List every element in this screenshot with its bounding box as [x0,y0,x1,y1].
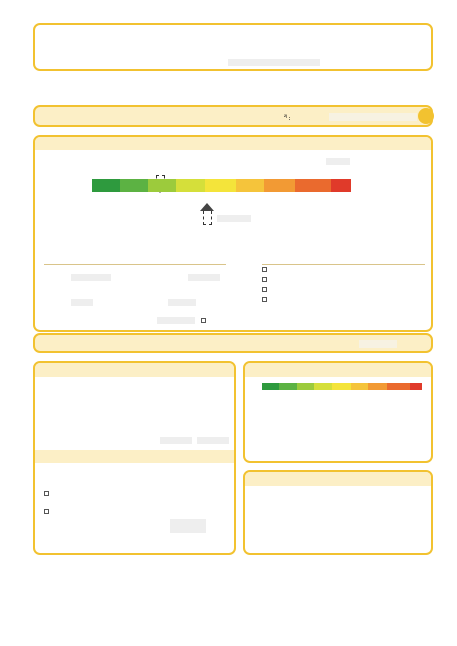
summer-checkbox[interactable] [201,318,206,323]
method-checkbox[interactable] [262,287,267,292]
savings-detail-1-field[interactable] [170,519,206,526]
scale-class-b [148,179,176,192]
comparison-ticks [262,391,422,396]
comparison-box [243,361,433,463]
explanation-box [243,470,433,555]
method-checkbox[interactable] [262,277,267,282]
scale-class-h [410,383,422,390]
scale-class-g [295,179,332,192]
final-energy-field[interactable] [359,340,397,348]
scale-class-e [236,179,264,192]
method-option[interactable] [262,287,270,292]
sum-fulfil-field[interactable] [197,437,229,444]
primary-energy-field[interactable] [217,215,251,222]
section-bar [33,105,433,127]
comparison-scale [262,383,422,390]
registration-field[interactable] [329,113,417,121]
primary-energy-pointer [203,211,212,225]
renewables-heading-band [35,363,234,377]
sum-share-field[interactable] [160,437,192,444]
method-option[interactable] [262,297,270,302]
scale-class-aplus [92,179,120,192]
primary-anforderung-field[interactable] [188,274,220,281]
scale-class-h [331,179,351,192]
scale-class-c [176,179,204,192]
energy-scale-ticks [92,193,351,201]
scale-class-c [314,383,331,390]
envelope-istwert-field[interactable] [71,299,93,306]
scale-class-f [264,179,295,192]
summer-ok[interactable] [201,318,209,323]
scale-class-f [368,383,387,390]
method-option[interactable] [262,277,270,282]
energy-scale [92,179,351,192]
primary-energy-arrow-up [200,203,214,211]
scale-class-aplus [262,383,279,390]
date-field[interactable] [228,59,320,66]
savings-option-2[interactable] [44,509,234,515]
explanation-heading-band [245,472,431,486]
methods-underline [262,264,425,265]
energy-box [33,135,433,332]
page-number-badge [418,108,434,124]
scale-class-b [297,383,314,390]
scale-class-g [387,383,410,390]
requirements-underline [44,264,226,265]
comparison-heading-band [245,363,431,377]
energy-heading-band [35,137,431,150]
scale-class-e [351,383,368,390]
primary-istwert-field[interactable] [71,274,111,281]
summer-field[interactable] [157,317,195,324]
header-box [33,23,433,71]
savings-option-1[interactable] [44,491,222,497]
method-option[interactable] [262,267,270,272]
method-checkbox[interactable] [262,267,267,272]
emissions-field[interactable] [326,158,350,165]
savings-heading-band [35,450,234,463]
savings-option-2-checkbox[interactable] [44,509,49,514]
scale-class-a [279,383,296,390]
renewables-box [33,361,236,555]
savings-option-1-checkbox[interactable] [44,491,49,496]
scale-class-d [332,383,351,390]
scale-class-a [120,179,148,192]
registration-label: $^{2)}$ : [284,114,291,122]
savings-detail-2-field[interactable] [170,526,206,533]
final-energy-bar [33,333,433,353]
method-checkbox[interactable] [262,297,267,302]
scale-class-d [205,179,236,192]
envelope-anforderung-field[interactable] [168,299,196,306]
